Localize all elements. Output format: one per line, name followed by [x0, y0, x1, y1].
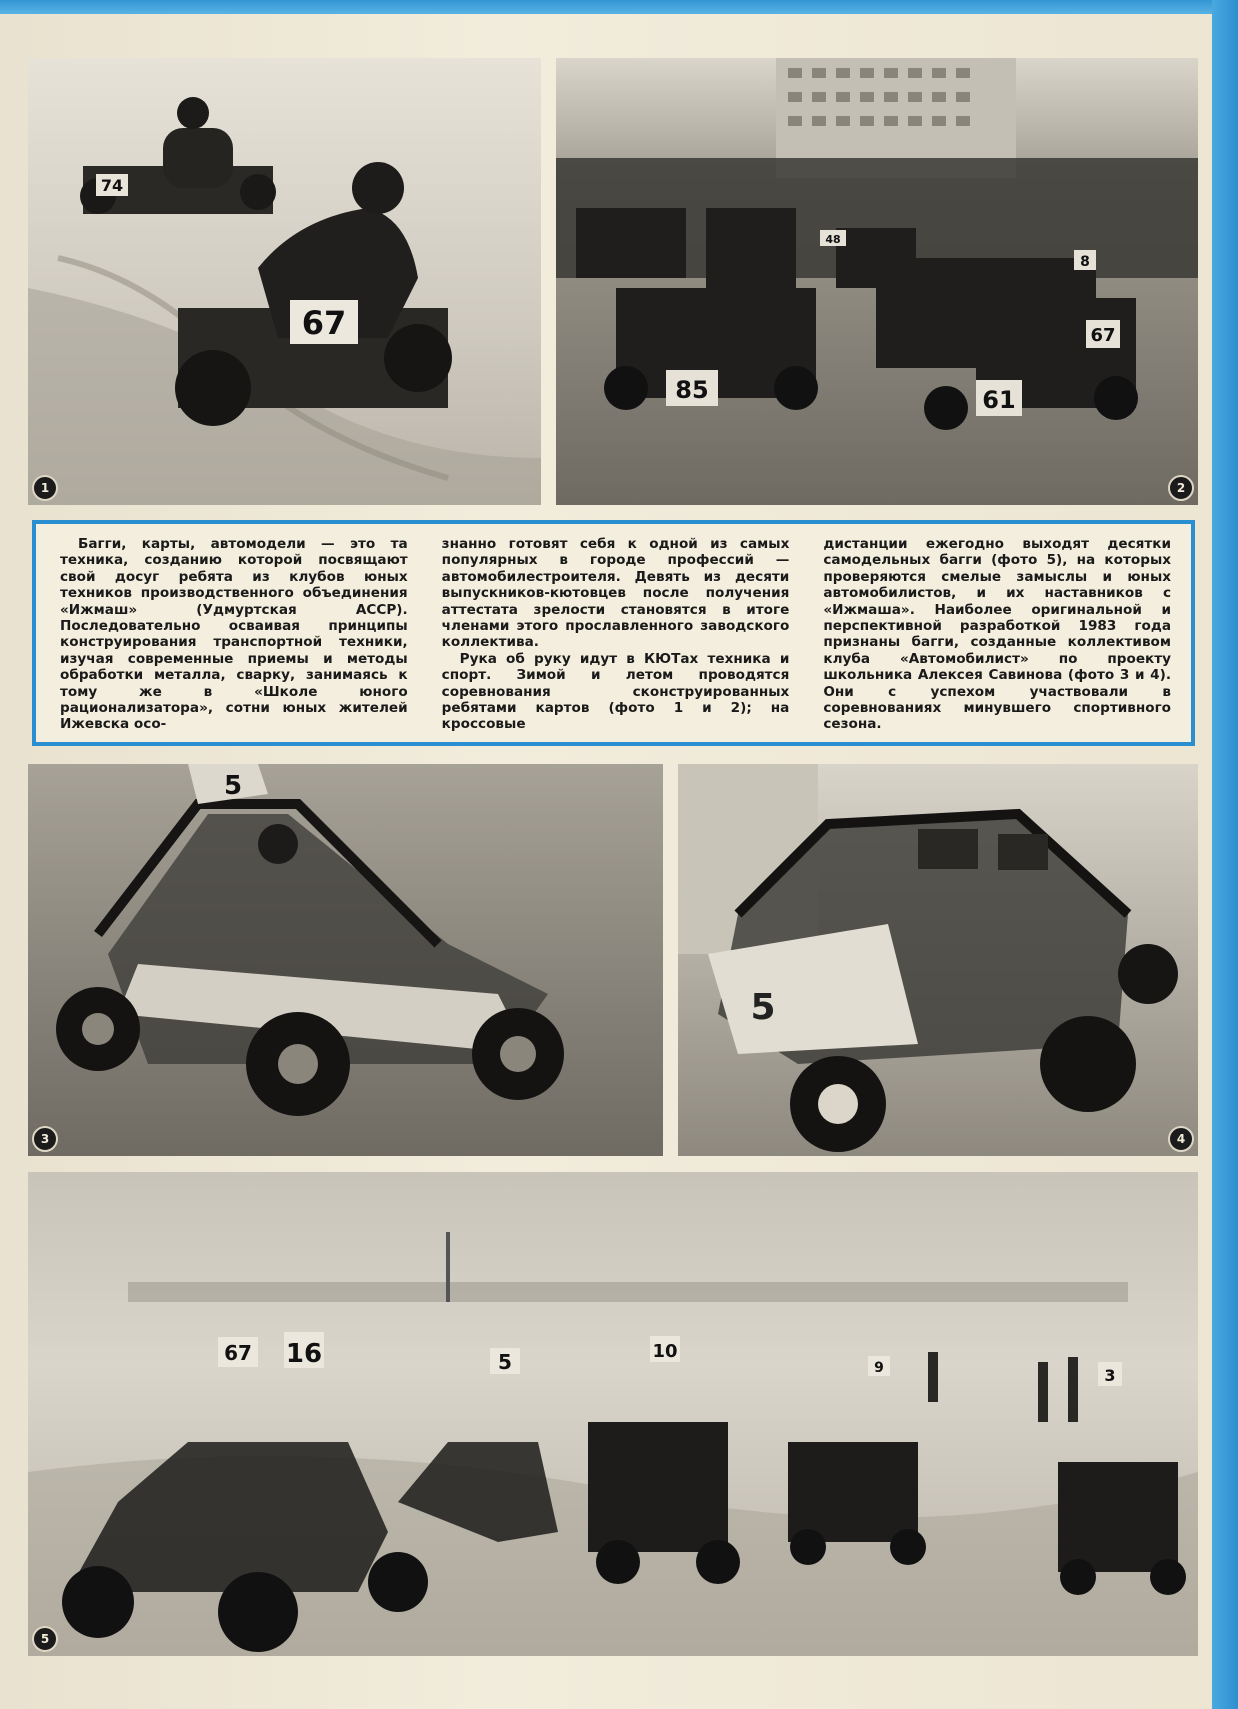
photo-1-winter-karts: [28, 58, 541, 505]
photo-number-1: 1: [32, 475, 58, 501]
article-column-1: [60, 536, 408, 732]
kart-number-48: 48: [825, 233, 841, 246]
article-paragraph-4: дистанции ежегодно выходят десятки самодельных багги (фото 5), на которых проверяются смелые замыслы и юных автомобилистов, и их наставников с «Ижмаша». Наиболее оригинальной и перспективной разработкой 1983 года признаны багги, созданные коллективом клуба «Автомобилист» по проекту школьника Алексея Савинова (фото 3 и 4). Они с успехом участвовали в соревнованиях минувшего спортивного сезона.: [823, 536, 1172, 733]
photo-3-buggy: [28, 764, 663, 1156]
photo-number-2: 2: [1168, 475, 1194, 501]
photo-4-buggy-closeup: [678, 764, 1198, 1156]
buggy-number-16: 16: [285, 1339, 323, 1369]
kart-number-67b: 67: [1090, 325, 1116, 346]
article-paragraph-2: знанно готовят себя к одной из самых популярных в городе профессий — автомобилестроителя. Девять из десяти выпускников-кютовцев после получения аттестата зрелости становятся в итоге членами этого прославленного заводского коллектива.: [441, 536, 790, 651]
kart-number-61: 61: [982, 386, 1016, 414]
buggy-number-5-race: 5: [498, 1350, 512, 1374]
article-text-box: [32, 520, 1195, 746]
photo-number-5: 5: [32, 1626, 58, 1652]
kart-number-85: 85: [675, 376, 709, 404]
photo-number-3: 3: [32, 1126, 58, 1152]
buggy-number-5: 5: [223, 771, 243, 801]
kart-number-74: 74: [100, 176, 124, 195]
article-column-2: [442, 536, 790, 732]
buggy-number-5-side: 5: [750, 987, 776, 1028]
buggy-number-9: 9: [874, 1360, 884, 1376]
photo-5-buggy-race: [28, 1172, 1198, 1656]
buggy-number-3: 3: [1104, 1366, 1116, 1385]
cover-edge-right: [1212, 0, 1238, 1709]
photo-number-4: 4: [1168, 1126, 1194, 1152]
article-column-3: [823, 536, 1171, 732]
article-paragraph-3: Рука об руку идут в КЮТах техника и спорт. Зимой и летом проводятся соревнования сконструированных ребятами картов (фото 1 и 2); на кроссовые: [441, 650, 790, 733]
buggy-number-10: 10: [652, 1341, 678, 1362]
kart-number-67: 67: [301, 304, 347, 342]
kart-number-8: 8: [1080, 254, 1090, 270]
cover-edge-top: [0, 0, 1238, 14]
article-paragraph-1: Багги, карты, автомодели — это та техника, созданию которой посвящают свой досуг ребята из клубов юных техников производственного объединения «Ижмаш» (Удмуртская АССР). Последовательно осваивая принципы конструирования транспортной техники, изучая современные приемы и методы обработки металла, сварку, занимаясь к тому же в «Школе юного рационализатора», сотни юных жителей Ижевска осо-: [60, 536, 408, 733]
buggy-number-67: 67: [224, 1341, 252, 1365]
photo-2-kart-race-start: [556, 58, 1198, 505]
